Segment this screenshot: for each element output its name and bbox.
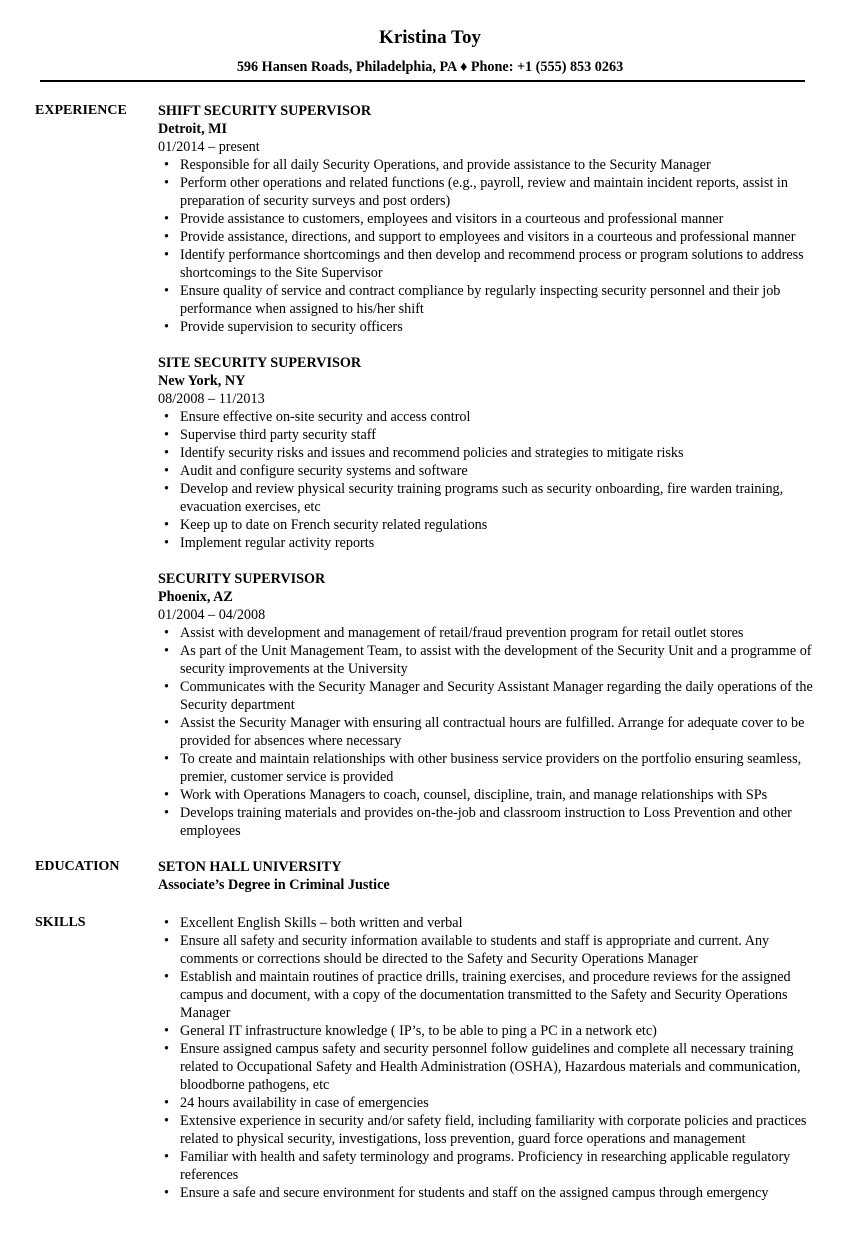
list-item: • Assist with development and management of retail/fraud prevention program for retail outlet stores <box>180 624 818 642</box>
list-item: • Responsible for all daily Security Operations, and provide assistance to the Security Manager <box>180 156 818 174</box>
job-bullet-list <box>158 624 818 840</box>
list-item: • Keep up to date on French security related regulations <box>180 516 818 534</box>
section-heading-experience: EXPERIENCE <box>35 103 127 118</box>
job-title: SECURITY SUPERVISOR <box>158 571 326 587</box>
job-dates: 01/2014 – present <box>158 139 260 155</box>
skills-bullet-list <box>158 914 818 1202</box>
section-heading-skills: SKILLS <box>35 915 86 930</box>
list-item: • Identify security risks and issues and recommend policies and strategies to mitigate risks <box>180 444 818 462</box>
job-location: New York, NY <box>158 373 246 389</box>
education-section <box>35 858 860 894</box>
job-entry <box>158 354 818 552</box>
list-item: • Develop and review physical security training programs such as security onboarding, fire warden training, evacuation exercises, etc <box>180 480 818 516</box>
job-title: SITE SECURITY SUPERVISOR <box>158 355 362 371</box>
job-bullet-list <box>158 408 818 552</box>
list-item: • Work with Operations Managers to coach, counsel, discipline, train, and manage relationships with SPs <box>180 786 818 804</box>
skills-section <box>35 914 860 1202</box>
experience-section <box>35 102 860 840</box>
list-item: • Implement regular activity reports <box>180 534 818 552</box>
list-item: • Provide supervision to security officers <box>180 318 818 336</box>
list-item: • Develops training materials and provides on-the-job and classroom instruction to Loss Prevention and other employees <box>180 804 818 840</box>
list-item: • Communicates with the Security Manager and Security Assistant Manager regarding the daily operations of the Security department <box>180 678 818 714</box>
list-item: • Supervise third party security staff <box>180 426 818 444</box>
list-item: • 24 hours availability in case of emergencies <box>180 1094 818 1112</box>
job-location: Detroit, MI <box>158 121 228 137</box>
list-item: • Audit and configure security systems and software <box>180 462 818 480</box>
list-item: • Provide assistance to customers, employees and visitors in a courteous and professional manner <box>180 210 818 228</box>
list-item: • Excellent English Skills – both written and verbal <box>180 914 818 932</box>
list-item: • Extensive experience in security and/or safety field, including familiarity with corporate policies and practices related to physical security, investigations, loss prevention, guard force operations and management <box>180 1112 818 1148</box>
job-entry <box>158 570 818 840</box>
list-item: • Ensure quality of service and contract compliance by regularly inspecting security personnel and their job performance when assigned to his/her shift <box>180 282 818 318</box>
list-item: • Ensure assigned campus safety and security personnel follow guidelines and complete all necessary training related to Occupational Safety and Health Administration (OSHA), Hazardous materials and communication, bloodborne pathogens, etc <box>180 1040 818 1094</box>
job-title: SHIFT SECURITY SUPERVISOR <box>158 103 372 119</box>
list-item: • General IT infrastructure knowledge ( IP’s, to be able to ping a PC in a network etc) <box>180 1022 818 1040</box>
list-item: • Ensure a safe and secure environment for students and staff on the assigned campus through emergency <box>180 1184 818 1202</box>
list-item: • To create and maintain relationships with other business service providers on the portfolio ensuring seamless, premier, customer service is provided <box>180 750 818 786</box>
job-entry <box>158 102 818 336</box>
job-location: Phoenix, AZ <box>158 589 233 605</box>
header-divider <box>40 80 805 82</box>
list-item: • As part of the Unit Management Team, to assist with the development of the Security Unit and a programme of security improvements at the University <box>180 642 818 678</box>
list-item: • Identify performance shortcomings and then develop and recommend process or program solutions to address shortcomings to the Site Supervisor <box>180 246 818 282</box>
list-item: • Ensure all safety and security information available to students and staff is appropriate and current. Any comments or corrections should be directed to the Safety and Security Operations Manager <box>180 932 818 968</box>
school-name: SETON HALL UNIVERSITY <box>158 859 342 875</box>
experience-body <box>158 102 818 840</box>
list-item: • Perform other operations and related functions (e.g., payroll, review and maintain incident reports, assist in preparation of security surveys and post orders) <box>180 174 818 210</box>
section-heading-education: EDUCATION <box>35 859 120 874</box>
education-body <box>158 858 818 894</box>
skills-body <box>158 914 818 1202</box>
job-dates: 08/2008 – 11/2013 <box>158 391 265 407</box>
list-item: • Assist the Security Manager with ensuring all contractual hours are fulfilled. Arrange for adequate cover to be provided for absences where necessary <box>180 714 818 750</box>
list-item: • Provide assistance, directions, and support to employees and visitors in a courteous and professional manner <box>180 228 818 246</box>
job-dates: 01/2004 – 04/2008 <box>158 607 266 623</box>
list-item: • Establish and maintain routines of practice drills, training exercises, and procedure reviews for the assigned campus and document, with a copy of the documentation transmitted to the Safety and Security Operations Manager <box>180 968 818 1022</box>
degree: Associate’s Degree in Criminal Justice <box>158 877 390 893</box>
list-item: • Ensure effective on-site security and access control <box>180 408 818 426</box>
list-item: • Familiar with health and safety terminology and programs. Proficiency in researching applicable regulatory references <box>180 1148 818 1184</box>
candidate-name: Kristina Toy <box>379 27 481 48</box>
job-bullet-list <box>158 156 818 336</box>
contact-line: 596 Hansen Roads, Philadelphia, PA ♦ Phone: +1 (555) 853 0263 <box>236 59 624 75</box>
